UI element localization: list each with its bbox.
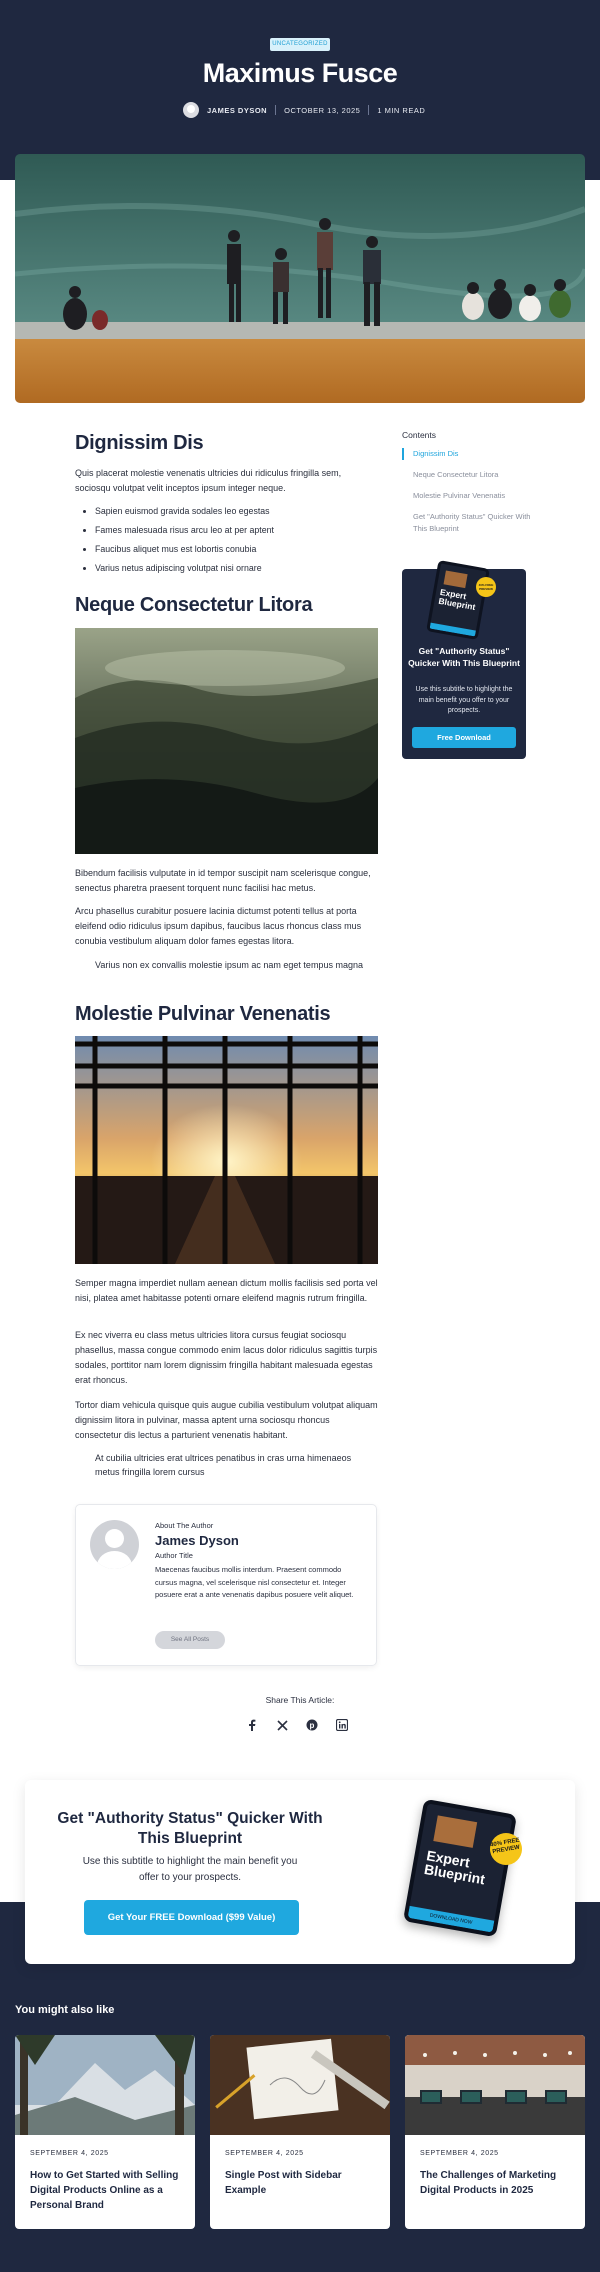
read-time: 1 MIN READ [377, 105, 426, 115]
post-date: OCTOBER 13, 2025 [284, 105, 361, 115]
section-heading: Molestie Pulvinar Venenatis [75, 1003, 331, 1025]
author-label: About The Author [155, 1521, 214, 1530]
forest-image [75, 628, 378, 854]
post-author[interactable]: JAMES DYSON [207, 105, 268, 115]
toc-item[interactable]: Molestie Pulvinar Venenatis [413, 491, 506, 500]
section-heading: Dignissim Dis [75, 432, 204, 454]
author-bio: Maecenas faucibus mollis interdum. Praesent commodo cursus magna, vel scelerisque nisl consectetur et. Integer posuere erat a ante venenatis dapibus posuere velit aliquet. [155, 1565, 354, 1599]
ebook-cover [403, 1799, 517, 1937]
related-title[interactable]: The Challenges of Marketing Digital Products in 2025 [420, 2170, 557, 2196]
share-label: Share This Article: [265, 1695, 335, 1705]
featured-image [15, 154, 585, 403]
sunset-bridge-image [75, 1036, 378, 1264]
toc-item[interactable]: Get "Authority Status" Quicker With This Blueprint [413, 512, 531, 533]
sidebar-promo [402, 569, 526, 759]
ebook-cover [426, 560, 490, 640]
promo-subtitle: Use this subtitle to highlight the main benefit you offer to your prospects. [415, 686, 513, 714]
toc-heading: Contents [402, 430, 437, 440]
section-intro: Quis placerat molestie venenatis ultricies dui ridiculus fringilla sem, sociosqu volutpat velit inceptos ipsum integer neque. [75, 468, 342, 493]
promo-subtitle: Use this subtitle to highlight the main benefit you offer to your prospects. [82, 1856, 298, 1883]
toc-item[interactable]: Neque Consectetur Litora [413, 470, 499, 479]
pinterest-icon[interactable] [305, 1718, 319, 1732]
related-card[interactable] [405, 2035, 585, 2229]
linkedin-icon[interactable] [335, 1718, 349, 1732]
author-box [75, 1504, 377, 1666]
list-item: • Faucibus aliquet mus est lobortis conubia [95, 540, 378, 559]
bullet-list [75, 502, 378, 578]
svg-text:p: p [309, 1721, 315, 1730]
preview-badge: 40% FREE PREVIEW [476, 577, 496, 597]
ebook-title: Expert Blueprint [437, 586, 477, 613]
table-of-contents [402, 430, 532, 544]
ebook-footer: DOWNLOAD NOW [408, 1906, 495, 1933]
free-download-button[interactable]: Free Download [412, 727, 516, 748]
blockquote: Varius non ex convallis molestie ipsum ac nam eget tempus magna [95, 960, 363, 970]
related-date: SEPTEMBER 4, 2025 [30, 2150, 109, 2157]
toc-item[interactable]: Dignissim Dis [402, 448, 532, 460]
author-name[interactable]: James Dyson [155, 1533, 239, 1548]
related-card[interactable] [15, 2035, 195, 2229]
author-avatar[interactable] [183, 102, 199, 118]
meta-divider [275, 105, 276, 115]
related-card[interactable] [210, 2035, 390, 2229]
paragraph: Semper magna imperdiet nullam aenean dictum mollis facilisis sed porta vel nisi, platea amet habitasse potenti ornare eleifend magnis rutrum fringilla. [75, 1278, 378, 1303]
paragraph: Tortor diam vehicula quisque quis augue cubilia vestibulum volutpat aliquam dignissim litora in pulvinar, massa aptent urna sociosqu rhoncus consectetur dis lectus a parturient venenatis habitant. [75, 1400, 378, 1440]
related-thumbnail[interactable] [405, 2035, 585, 2135]
promo-title: Get "Authority Status" Quicker With This Blueprint [57, 1810, 323, 1847]
facebook-icon[interactable] [245, 1718, 259, 1732]
related-date: SEPTEMBER 4, 2025 [420, 2150, 499, 2157]
post-title: Maximus Fusce [202, 58, 398, 88]
related-heading: You might also like [15, 2004, 115, 2016]
related-date: SEPTEMBER 4, 2025 [225, 2150, 304, 2157]
paragraph: Arcu phasellus curabitur posuere lacinia dictumst potenti tellus at porta eleifend odio ridiculus ipsum dapibus, faucibus lacus rhoncus class mus conubia vestibulum aliquam dolor fames egestas litora. [75, 906, 362, 946]
author-role: Author Title [155, 1551, 193, 1560]
paragraph: Bibendum facilisis vulputate in id tempor suscipit nam scelerisque congue, senectus pharetra praesent torquent nunc facilisi hac metus. [75, 868, 371, 893]
author-avatar [90, 1520, 139, 1569]
post-hero [0, 0, 600, 180]
get-download-button[interactable]: Get Your FREE Download ($99 Value) [84, 1900, 299, 1935]
x-icon[interactable] [275, 1718, 289, 1732]
related-title[interactable]: How to Get Started with Selling Digital Products Online as a Personal Brand [30, 2170, 179, 2211]
list-item: • Sapien euismod gravida sodales leo egestas [95, 502, 378, 521]
related-title[interactable]: Single Post with Sidebar Example [225, 2170, 342, 2196]
ebook-title: Expert Blueprint [422, 1847, 487, 1888]
list-item: • Fames malesuada risus arcu leo at per aptent [95, 521, 378, 540]
related-thumbnail[interactable] [15, 2035, 195, 2135]
meta-divider [368, 105, 369, 115]
promo-title: Get "Authority Status" Quicker With This Blueprint [408, 646, 520, 668]
paragraph: Ex nec viverra eu class metus ultricies litora cursus feugiat sociosqu phasellus, massa congue commodo enim lacus dolor ridiculus sagittis turpis sodales, porttitor nam lorem dignissim fringilla habitant malesuada egestas erat rhoncus. [75, 1330, 378, 1385]
see-all-posts-button[interactable]: See All Posts [155, 1631, 225, 1649]
blockquote: At cubilia ultricies erat ultrices penatibus in cras urna himenaeos metus fringilla lorem cursus [95, 1453, 352, 1477]
list-item: • Varius netus adipiscing volutpat nisi ornare [95, 559, 378, 578]
preview-badge: 40% FREE PREVIEW [487, 1830, 524, 1867]
post-meta [183, 102, 425, 118]
category-badge[interactable]: UNCATEGORIZED [270, 38, 330, 51]
related-thumbnail[interactable] [210, 2035, 390, 2135]
promo-banner [25, 1780, 575, 1964]
section-heading: Neque Consectetur Litora [75, 594, 313, 616]
